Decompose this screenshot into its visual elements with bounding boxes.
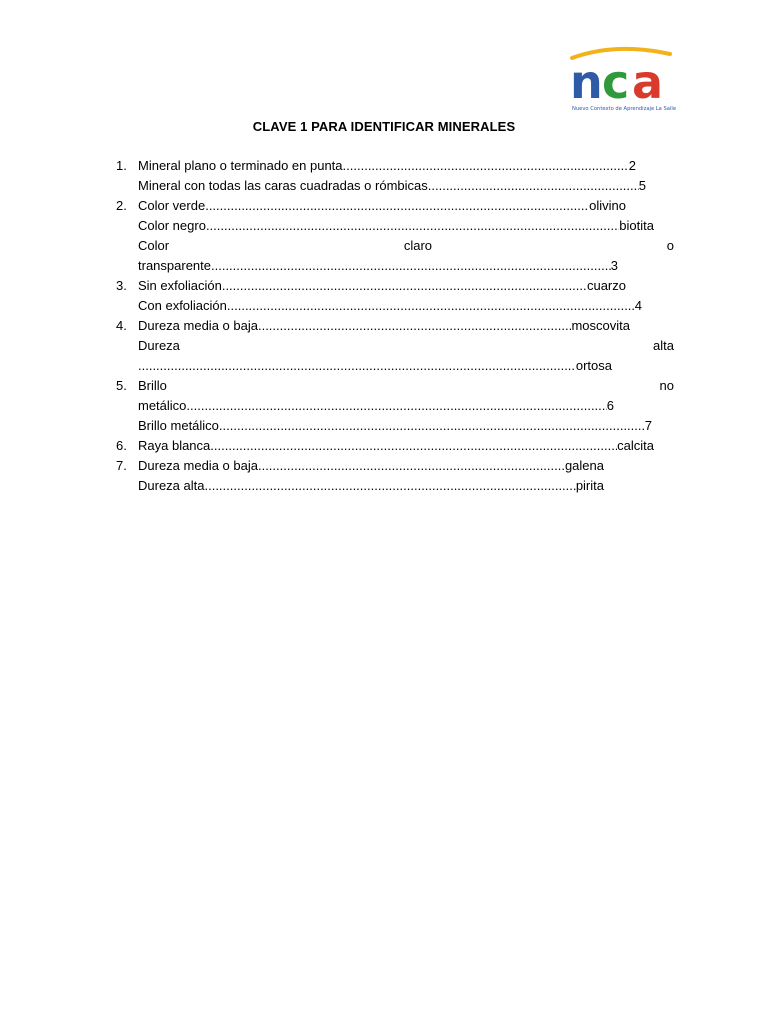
key-condition: Dureza media o baja (138, 458, 258, 473)
key-row (116, 156, 676, 176)
key-result: 2 (628, 158, 636, 173)
key-line (138, 356, 612, 376)
key-condition: metálico (138, 398, 187, 413)
dot-leader (210, 436, 617, 456)
key-line (138, 476, 604, 496)
key-result: 6 (606, 398, 614, 413)
key-line (138, 276, 626, 296)
dot-leader (222, 276, 587, 296)
document-title: CLAVE 1 PARA IDENTIFICAR MINERALES (252, 119, 516, 134)
key-step-number: 4. (116, 318, 127, 333)
key-line (138, 296, 642, 316)
key-row (116, 256, 676, 276)
key-condition: Dureza alta (138, 478, 205, 493)
key-line (138, 176, 646, 196)
key-line (138, 156, 636, 176)
dot-leader (219, 416, 645, 436)
key-row (116, 396, 676, 416)
dot-leader (138, 356, 576, 376)
key-justified-line (138, 336, 674, 356)
key-result: 4 (634, 298, 642, 313)
key-step-number: 2. (116, 198, 127, 213)
key-result: pirita (575, 478, 604, 493)
key-row (116, 236, 676, 256)
key-line (138, 456, 604, 476)
dot-leader (204, 476, 575, 496)
key-row (116, 216, 676, 236)
key-line (138, 216, 654, 236)
key-row (116, 376, 676, 396)
key-row (116, 196, 676, 216)
key-result: moscovita (571, 318, 630, 333)
key-step-number: 5. (116, 378, 127, 393)
key-line (138, 316, 630, 336)
key-condition: Color verde (138, 198, 206, 213)
nca-logo (566, 44, 676, 114)
key-result: cuarzo (586, 278, 626, 293)
key-word: Dureza (138, 338, 180, 353)
key-condition: transparente (138, 258, 211, 273)
key-line (138, 396, 614, 416)
key-step-number: 7. (116, 458, 127, 473)
key-condition: Color negro (138, 218, 206, 233)
key-row (116, 416, 676, 436)
key-line (138, 436, 654, 456)
key-result: 3 (610, 258, 618, 273)
dot-leader (428, 176, 639, 196)
key-line (138, 196, 626, 216)
key-word: claro (403, 238, 433, 253)
key-result: 5 (638, 178, 646, 193)
key-row (116, 476, 676, 496)
mineral-key-list (116, 156, 676, 496)
dot-leader (258, 316, 572, 336)
nca-logo-mark (566, 44, 676, 114)
dot-leader (186, 396, 606, 416)
logo-letter-c: c (602, 55, 630, 109)
key-step-number: 3. (116, 278, 127, 293)
key-condition: Con exfoliación (138, 298, 227, 313)
logo-letter-a: a (632, 55, 664, 109)
key-result: calcita (617, 438, 654, 453)
dot-leader (343, 156, 629, 176)
key-row (116, 356, 676, 376)
key-result: galena (564, 458, 604, 473)
key-word: no (659, 378, 674, 393)
key-row (116, 296, 676, 316)
key-line (138, 416, 652, 436)
key-row (116, 436, 676, 456)
key-step-number: 6. (116, 438, 127, 453)
dot-leader (206, 216, 619, 236)
key-word: o (666, 238, 674, 253)
key-result: 7 (644, 418, 652, 433)
key-result: ortosa (575, 358, 612, 373)
key-condition: Sin exfoliación (138, 278, 222, 293)
key-result: olivino (589, 198, 626, 213)
key-condition: Brillo metálico (138, 418, 219, 433)
key-condition: Raya blanca (138, 438, 211, 453)
logo-tagline: Nuevo Contexto de Aprendizaje La Salle (572, 106, 676, 112)
key-justified-line (138, 376, 674, 396)
key-row (116, 456, 676, 476)
key-justified-line (138, 236, 674, 256)
dot-leader (258, 456, 565, 476)
key-step-number: 1. (116, 158, 127, 173)
logo-letter-n: n (570, 55, 603, 109)
dot-leader (227, 296, 635, 316)
key-row (116, 336, 676, 356)
key-word: Color (138, 238, 170, 253)
key-condition: Dureza media o baja (138, 318, 258, 333)
key-condition: Mineral plano o terminado en punta (138, 158, 343, 173)
key-row (116, 176, 676, 196)
key-word: Brillo (138, 378, 167, 393)
dot-leader (211, 256, 611, 276)
dot-leader (205, 196, 589, 216)
key-row (116, 316, 676, 336)
key-result: biotita (619, 218, 654, 233)
key-word: alta (653, 338, 674, 353)
key-line (138, 256, 618, 276)
key-condition: Mineral con todas las caras cuadradas o rómbicas (138, 178, 428, 193)
key-row (116, 276, 676, 296)
